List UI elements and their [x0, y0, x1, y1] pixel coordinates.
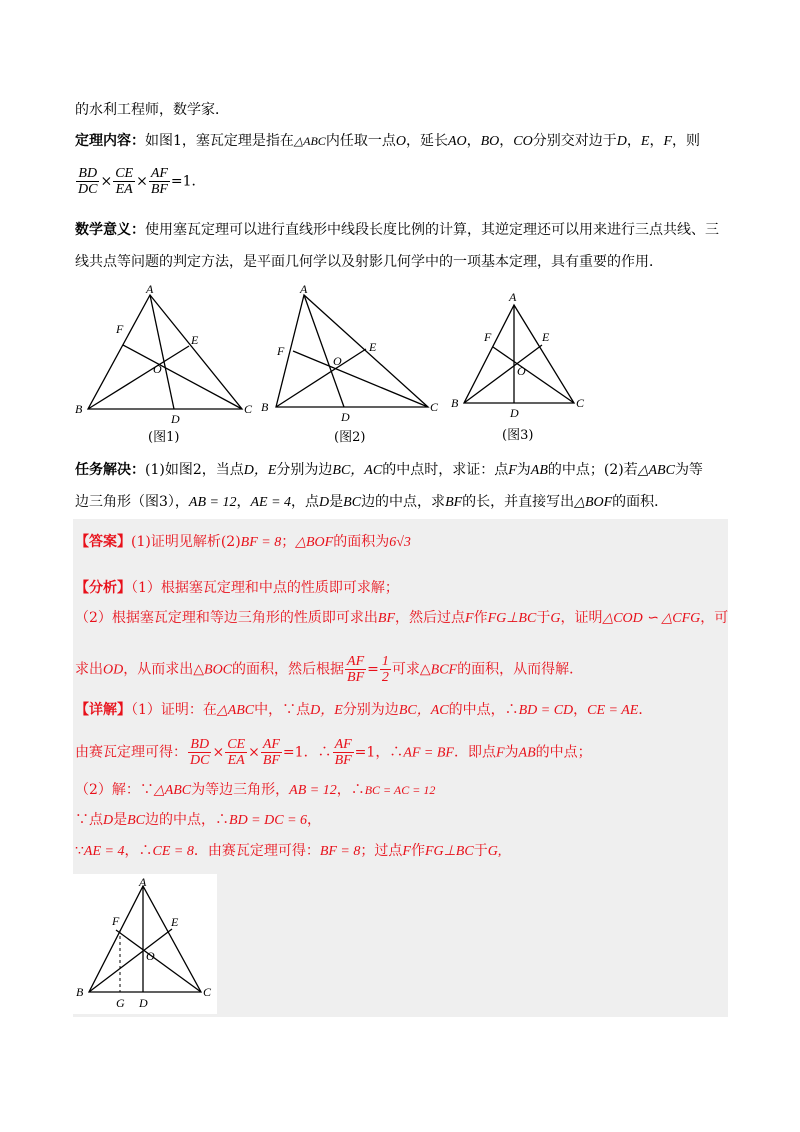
theorem-line: 定理内容：如图1，塞瓦定理是指在△ABC内任取一点O，延长AO，BO，CO分别交对边于D，E，F，则 — [75, 133, 700, 149]
detail-line4: ∵点D是BC边的中点，∴BD = DC = 6， — [75, 812, 322, 828]
meaning-line2: 线共点等问题的判定方法，是平面几何学以及射影几何学中的一项基本定理，具有重要的作用． — [75, 254, 663, 270]
analysis-label: 【分析】 — [75, 580, 131, 596]
fig2-label-f: F — [277, 344, 285, 358]
figure-1 — [70, 283, 260, 443]
task-label: 任务解决： — [75, 462, 145, 478]
detail-line3: （2）解：∵△ABC为等边三角形，AB = 12，∴BC = AC = 12 — [75, 782, 436, 798]
detail-line2: 由赛瓦定理可得： $\frac{BD}{DC}$ × $\frac{CE}{EA}$ × $\frac{AF}{BF}$ =1．∴ $\frac{AF}{BF}$ =1，∴AF = BF．即点F为AB的中点； — [75, 737, 592, 768]
figure-4 — [73, 874, 217, 1014]
detail-line5: ∵AE = 4，∴CE = 8．由赛瓦定理可得：BF = 8；过点F作FG⊥BC于G, — [75, 843, 502, 859]
analysis-line2: （2）根据塞瓦定理和等边三角形的性质即可求出BF，然后过点F作FG⊥BC于G，证明△COD ∽ △CFG，可 — [75, 610, 729, 626]
fig1-label-f: F — [116, 322, 124, 336]
answer-label: 【答案】 — [75, 534, 131, 550]
fig1-label-e: E — [191, 333, 199, 347]
fig3-label-b: B — [451, 396, 459, 410]
analysis-line1: 【分析】（1）根据塞瓦定理和中点的性质即可求解； — [75, 580, 399, 596]
fig3-label-e: E — [542, 330, 550, 344]
detail-label: 【详解】 — [75, 702, 131, 718]
theorem-label: 定理内容： — [75, 133, 145, 149]
task-line2: 边三角形（图3），AB = 12，AE = 4，点D是BC边的中点，求BF的长，并直接写出△BOF的面积． — [75, 494, 669, 510]
fig1-label-c: C — [244, 402, 253, 416]
fig2-label-d: D — [341, 410, 350, 424]
analysis-line3: 求出OD，从而求出△BOC的面积，然后根据 $\frac{AF}{BF}$ = $\frac{1}{2}$ 可求△BCF的面积，从而得解． — [75, 654, 584, 685]
meaning-line1: 数学意义：使用塞瓦定理可以进行直线形中线段长度比例的计算，其逆定理还可以用来进行三点共线、三 — [75, 222, 719, 238]
fig1-label-d: D — [171, 412, 180, 426]
meaning-label: 数学意义： — [75, 222, 145, 238]
task-line1: 任务解决：(1)如图2，当点D，E分别为边BC，AC的中点时，求证：点F为AB的中点；(2)若△ABC为等 — [75, 462, 703, 478]
figure-3 — [448, 283, 598, 443]
fig1-label-a: A — [146, 283, 154, 296]
answer-line: 【答案】(1)证明见解析(2)BF = 8；△BOF的面积为6√3 — [75, 534, 411, 550]
fig1-label-o: O — [153, 362, 162, 376]
fig4-label-e: E — [171, 915, 179, 929]
fig1-caption: (图1) — [148, 430, 180, 443]
fig3-label-a: A — [509, 290, 517, 304]
fig2-label-e: E — [369, 340, 377, 354]
fig2-label-c: C — [430, 400, 439, 414]
fig2-label-o: O — [333, 354, 342, 368]
fig3-label-d: D — [510, 406, 519, 420]
fig1-label-b: B — [75, 402, 83, 416]
fig4-label-d: D — [139, 996, 148, 1010]
fig4-label-f: F — [112, 914, 120, 928]
fig4-label-c: C — [203, 985, 212, 999]
fig4-label-g: G — [116, 996, 125, 1010]
fig3-label-o: O — [517, 364, 526, 378]
fig3-label-f: F — [484, 330, 492, 344]
fig2-label-a: A — [300, 283, 308, 296]
fig2-label-b: B — [261, 400, 269, 414]
fig4-label-b: B — [76, 985, 84, 999]
fig3-caption: (图3) — [502, 428, 534, 443]
fig3-label-c: C — [576, 396, 585, 410]
fig2-caption: (图2) — [334, 430, 366, 443]
fig4-label-a: A — [139, 875, 147, 889]
ceva-formula: $\frac{BD}{DC}$ × $\frac{CE}{EA}$ × $\frac{AF}{BF}$ =1． — [78, 166, 206, 197]
detail-line1: 【详解】（1）证明：在△ABC中，∵点D，E分别为边BC，AC的中点，∴BD = CD，CE = AE． — [75, 702, 653, 718]
fig4-label-o: O — [146, 949, 155, 963]
intro-line: 的水利工程师，数学家． — [75, 102, 229, 118]
figure-2 — [258, 283, 448, 443]
